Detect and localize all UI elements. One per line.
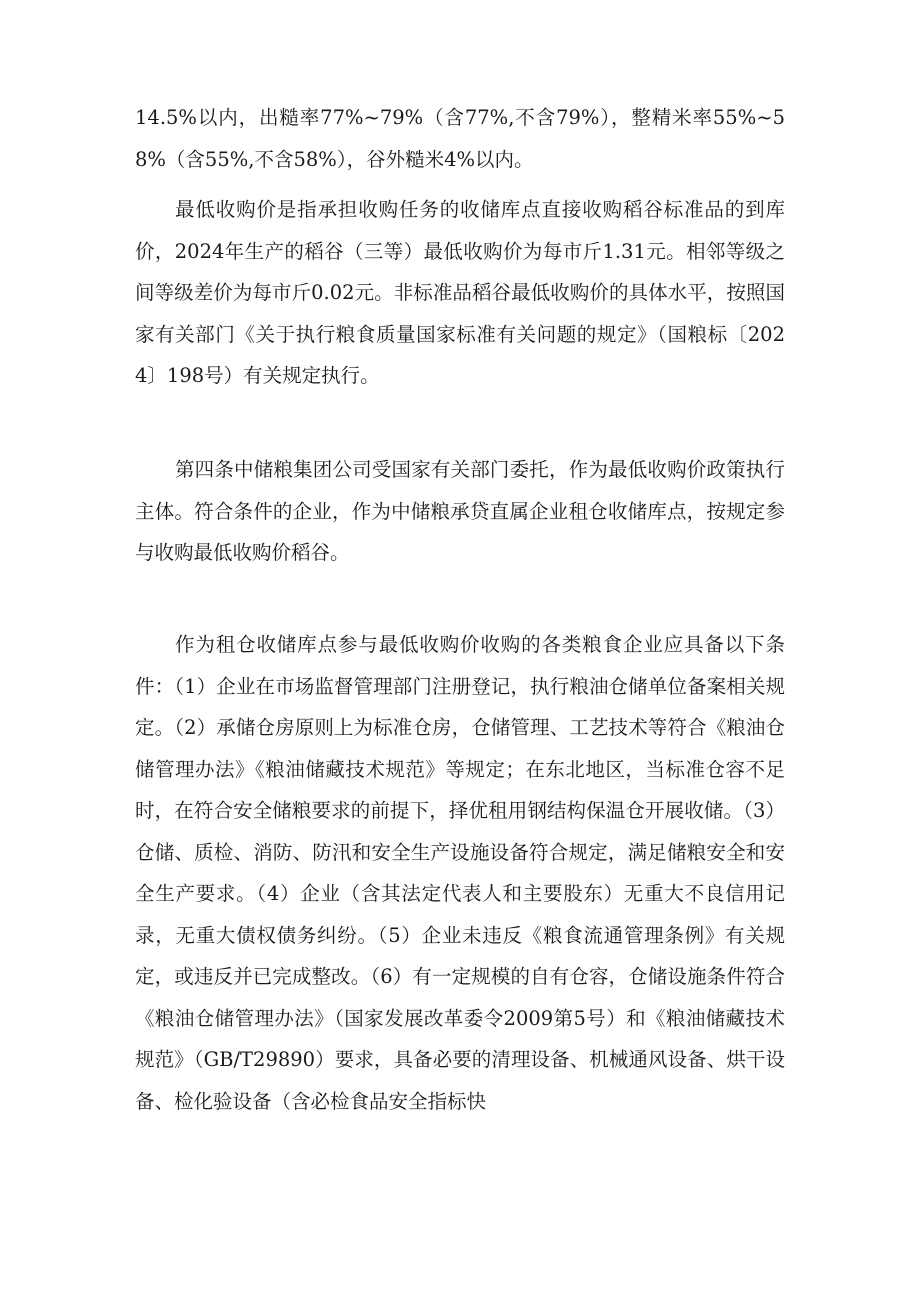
paragraph-moisture-yield-standards: 14.5%以内，出糙率77%~79%（含77%,不含79%），整精米率55%~58%（含55%,不含58%），谷外糙米4%以内。 xyxy=(135,106,785,171)
paragraph-article-four: 第四条中储粮集团公司受国家有关部门委托，作为最低收购价政策执行主体。符合条件的企业，作为中储粮承贷直属企业租仓收储库点，按规定参与收购最低收购价稻谷。 xyxy=(135,458,785,564)
paragraph-enterprise-conditions: 作为租仓收储库点参与最低收购价收购的各类粮食企业应具备以下条件：（1）企业在市场监督管理部门注册登记，执行粮油仓储单位备案相关规定。（2）承储仓房原则上为标准仓房，仓储管理、工艺技术等符合《粮油仓储管理办法》《粮油储藏技术规范》等规定；在东北地区，当标准仓容不足时，在符合安全储粮要求的前提下，择优租用钢结构保温仓开展收储。（3）仓储、质检、消防、防汛和安全生产设施设备符合规定，满足储粮安全和安全生产要求。（4）企业（含其法定代表人和主要股东）无重大不良信用记录，无重大债权债务纠纷。（5）企业未违反《粮食流通管理条例》有关规定，或违反并已完成整改。（6）有一定规模的自有仓容，仓储设施条件符合《粮油仓储管理办法》（国家发展改革委令2009第5号）和《粮油储藏技术规范》（GB/T29890）要求，具备必要的清理设备、机械通风设备、烘干设备、检化验设备（含必检食品安全指标快 xyxy=(135,633,785,1113)
paragraph-minimum-purchase-price: 最低收购价是指承担收购任务的收储库点直接收购稻谷标准品的到库价，2024年生产的稻谷（三等）最低收购价为每市斤1.31元。相邻等级之间等级差价为每市斤0.02元。非标准品稻谷最低收购价的具体水平，按照国家有关部门《关于执行粮食质量国家标准有关问题的规定》（国粮标〔2024〕198号）有关规定执行。 xyxy=(135,198,785,387)
